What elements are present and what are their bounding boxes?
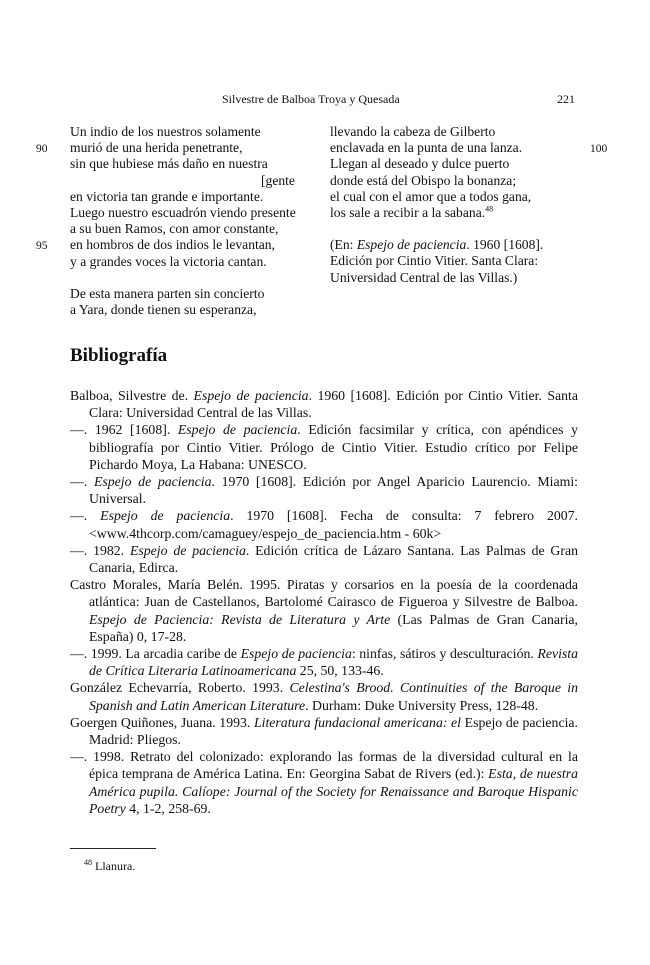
bibliography-entry: —. 1962 [1608]. Espejo de paciencia. Edición facsimilar y crítica, con apéndices y bibliografía por Cintio Vitier. Prólogo de Cintio Vitier. Estudio crítico por Felipe Pichardo Moya, La Habana: UNESCO. xyxy=(70,422,579,472)
verse-line: Llegan al deseado y dulce puerto xyxy=(330,156,510,172)
verse-line: a Yara, donde tienen su esperanza, xyxy=(70,301,257,317)
footnote-reference: 48 xyxy=(485,204,494,214)
verse-line: De esta manera parten sin concierto xyxy=(70,285,265,301)
verse-line: donde está del Obispo la bonanza; xyxy=(330,172,517,188)
bibliography-entry: González Echevarría, Roberto. 1993. Celestina's Brood. Continuities of the Baroque in Spanish and Latin American Literature. Durham: Duke University Press, 128-48. xyxy=(70,680,578,713)
verse-line-with-footnote: los sale a recibir a la sabana.$^{48}$ xyxy=(330,204,494,220)
verse-line: en hombros de dos indios le levantan, xyxy=(70,237,276,253)
source-citation: Edición por Cintio Vitier. Santa Clara: xyxy=(330,253,539,269)
bibliography-entry: —. 1999. La arcadia caribe de Espejo de paciencia: ninfas, sátiros y desculturación. Revista de Crítica Literaria Latinoamericana 25, 50, 133-46. xyxy=(70,646,578,679)
poem-right-column xyxy=(330,124,590,286)
bibliography-entry: Balboa, Silvestre de. Espejo de paciencia. 1960 [1608]. Edición por Cintio Vitier. Santa Clara: Universidad Central de las Villas. xyxy=(70,388,578,421)
bibliography-list xyxy=(70,387,578,817)
verse-line: murió de una herida penetrante, xyxy=(70,140,243,156)
bibliography-heading: Bibliografía xyxy=(70,345,168,366)
bibliography-entry: —. Espejo de paciencia. 1970 [1608]. Fecha de consulta: 7 febrero 2007. <www.4thcorp.com/camaguey/espejo_de_paciencia.htm - 60k> xyxy=(70,508,579,541)
verse-line: Un indio de los nuestros solamente xyxy=(70,124,261,139)
line-number-90: 90 xyxy=(36,143,48,155)
footnote-text: Llanura. xyxy=(95,859,136,873)
verse-line: sin que hubiese más daño en nuestra xyxy=(70,156,268,172)
footnote xyxy=(84,859,135,874)
verse-line: en victoria tan grande e importante. xyxy=(70,188,264,204)
line-number-100: 100 xyxy=(590,143,608,155)
footnote-number: 48 xyxy=(84,858,92,867)
source-citation: (En: Espejo de paciencia. 1960 [1608]. xyxy=(330,237,544,253)
verse-line: Luego nuestro escuadrón viendo presente xyxy=(70,204,296,220)
footnote-divider xyxy=(70,848,156,849)
verse-line: y a grandes voces la victoria cantan. xyxy=(70,253,267,269)
bibliography-entry: —. Espejo de paciencia. 1970 [1608]. Edición por Angel Aparicio Laurencio. Miami: Universal. xyxy=(70,474,578,507)
poem-left-column xyxy=(70,124,320,318)
verse-line-continuation: [gente xyxy=(261,172,295,188)
verse-line: enclavada en la punta de una lanza. xyxy=(330,140,523,156)
bibliography-entry: —. 1982. Espejo de paciencia. Edición crítica de Lázaro Santana. Las Palmas de Gran Canaria, Edirca. xyxy=(70,542,579,576)
page-number: 221 xyxy=(557,92,575,106)
source-citation: Universidad Central de las Villas.) xyxy=(330,269,518,285)
bibliography-entry: Castro Morales, María Belén. 1995. Piratas y corsarios en la poesía de la coordenada atlántica: Juan de Castellanos, Bartolomé Cairasco de Figueroa y Silvestre de Balboa. Espejo de Paciencia: Revista de Literatura y Arte (Las Palmas de Gran Canaria, España) 0, 17-28. xyxy=(70,577,578,644)
verse-line: a su buen Ramos, con amor constante, xyxy=(70,221,279,237)
verse-line: el cual con el amor que a todos gana, xyxy=(330,188,532,204)
bibliography-entry: Goergen Quiñones, Juana. 1993. Literatura fundacional americana: el Espejo de paciencia. Madrid: Pliegos. xyxy=(70,714,578,748)
bibliography-entry: —. 1998. Retrato del colonizado: explorando las formas de la diversidad cultural en la épica temprana de América Latina. En: Georgina Sabat de Rivers (ed.): Esta, de nuestra América pupila. Calíope: Journal of the Society for Renaissance and Baroque Hispanic Poetry 4, 1-2, 258-69. xyxy=(70,749,578,816)
line-number-95: 95 xyxy=(36,240,48,252)
running-title: Silvestre de Balboa Troya y Quesada xyxy=(222,92,400,106)
verse-line: llevando la cabeza de Gilberto xyxy=(330,124,496,139)
